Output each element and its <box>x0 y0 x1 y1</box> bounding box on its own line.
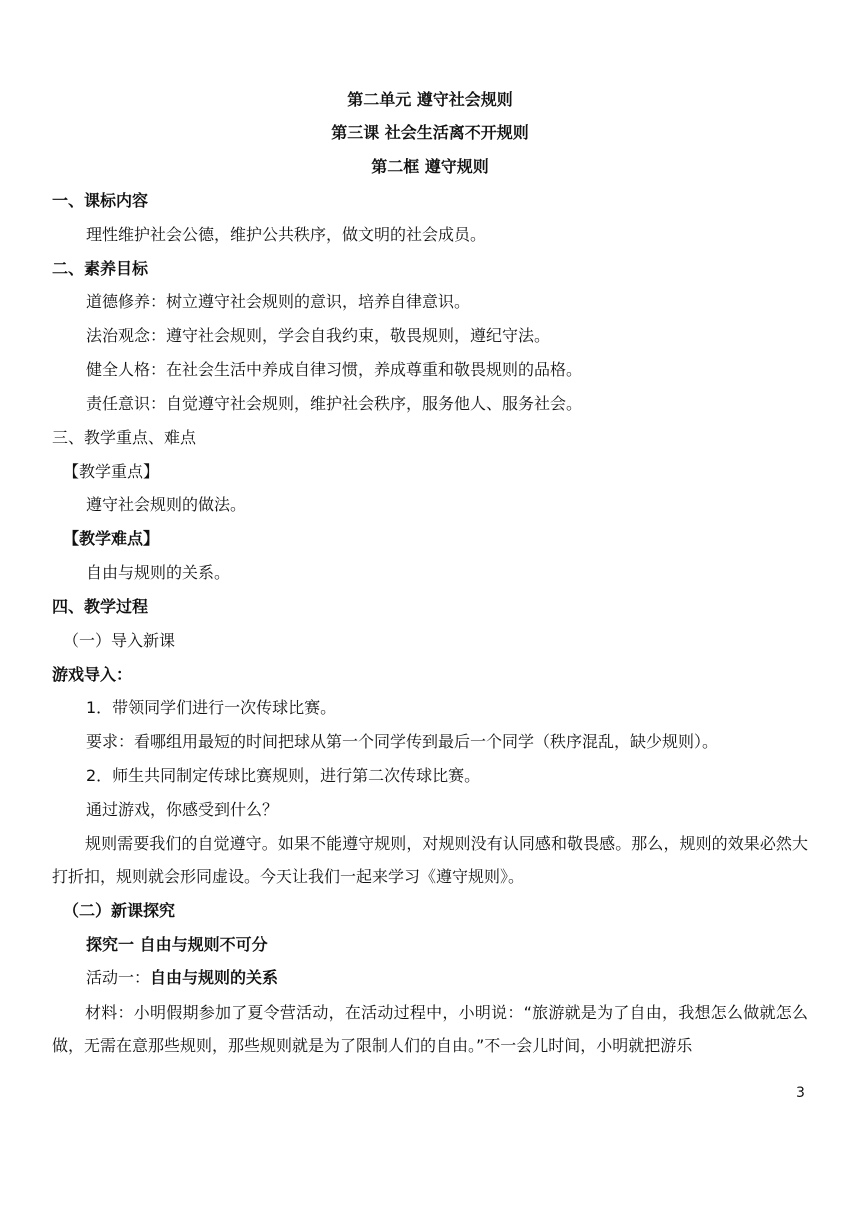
game-intro-label: 游戏导入： <box>52 665 133 684</box>
frame-title: 第二框 遵守规则 <box>371 157 489 176</box>
activity-title: 自由与规则的关系 <box>150 968 279 987</box>
unit-title: 第二单元 遵守社会规则 <box>347 90 513 109</box>
explore-1-title: 探究一 自由与规则不可分 <box>86 935 268 954</box>
intro-paragraph: 规则需要我们的自觉遵守。如果不能遵守规则，对规则没有认同感和敬畏感。那么，规则的效果必然大打折扣，规则就会形同虚设。今天让我们一起来学习《遵守规则》。 <box>52 834 808 886</box>
section-3-heading: 三、教学重点、难点 <box>52 428 197 447</box>
activity-prefix: 活动一： <box>86 968 151 987</box>
goal-item: 道德修养：树立遵守社会规则的意识，培养自律意识。 <box>86 292 471 311</box>
subsection-explore: （二）新课探究 <box>63 901 176 920</box>
requirement: 要求：看哪组用最短的时间把球从第一个同学传到最后一个同学（秩序混乱，缺少规则）。 <box>86 732 719 751</box>
page-number: 3 <box>796 1085 805 1101</box>
step-2: 2．师生共同制定传球比赛规则，进行第二次传球比赛。 <box>86 766 481 785</box>
material-paragraph: 材料：小明假期参加了夏令营活动，在活动过程中，小明说：“旅游就是为了自由，我想怎么做就怎么做，无需在意那些规则，那些规则就是为了限制人们的自由。”不一会儿时间，小明就把游乐 <box>52 1003 808 1055</box>
difficulty-text: 自由与规则的关系。 <box>86 563 231 582</box>
subsection-intro: （一）导入新课 <box>63 631 176 650</box>
step-1: 1．带领同学们进行一次传球比赛。 <box>86 698 337 717</box>
difficulty-label: 【教学难点】 <box>63 529 160 548</box>
lesson-title: 第三课 社会生活离不开规则 <box>331 123 529 142</box>
goal-item: 法治观念：遵守社会规则，学会自我约束，敬畏规则，遵纪守法。 <box>86 326 551 345</box>
goal-item: 健全人格：在社会生活中养成自律习惯，养成尊重和敬畏规则的品格。 <box>86 360 583 379</box>
section-4-heading: 四、教学过程 <box>52 597 149 616</box>
key-point-text: 遵守社会规则的做法。 <box>86 495 247 514</box>
goal-item: 责任意识：自觉遵守社会规则，维护社会秩序，服务他人、服务社会。 <box>86 394 583 413</box>
key-point-label: 【教学重点】 <box>63 462 160 481</box>
section-1-heading: 一、课标内容 <box>52 191 149 210</box>
question: 通过游戏，你感受到什么？ <box>86 800 279 819</box>
section-1-content: 理性维护社会公德，维护公共秩序，做文明的社会成员。 <box>86 225 487 244</box>
activity-1 <box>86 967 278 989</box>
section-2-heading: 二、素养目标 <box>52 259 149 278</box>
